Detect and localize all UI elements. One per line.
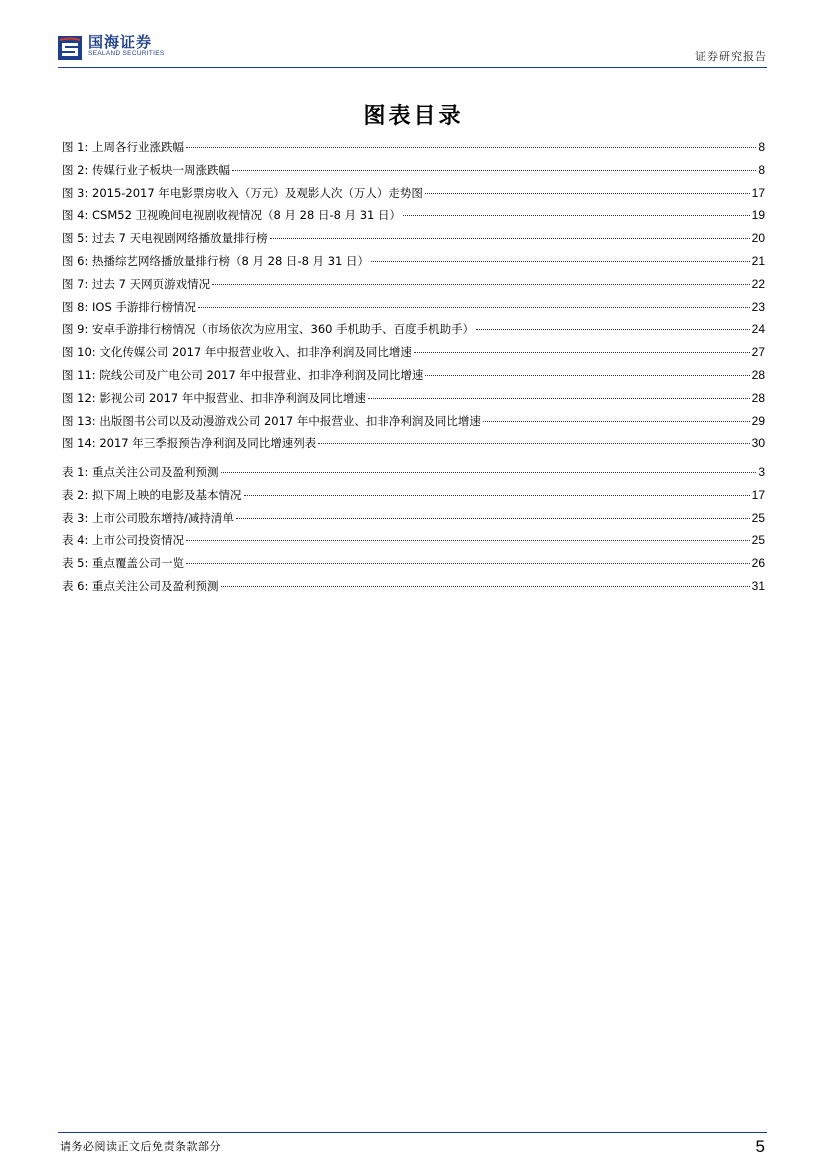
toc-entry-label: 图 11: 院线公司及广电公司 2017 年中报营业、扣非净利润及同比增速 [62,367,424,382]
toc-entry-label: 图 4: CSM52 卫视晚间电视剧收视情况（8 月 28 日-8 月 31 日） [62,208,402,223]
dot-leader [244,495,750,496]
dot-leader [318,443,749,444]
toc-entry-label: 表 1: 重点关注公司及盈利预测 [62,465,219,479]
header-divider [58,67,767,68]
toc-entry-page: 24 [751,322,765,337]
dot-leader [236,518,750,519]
dot-leader [425,193,750,194]
toc-entry-label: 图 10: 文化传媒公司 2017 年中报营业收入、扣非净利润及同比增速 [62,345,412,360]
dot-leader [221,472,757,473]
toc-entry-page: 28 [751,367,765,382]
toc-entry[interactable] [62,185,765,208]
toc-entry-page: 29 [751,413,765,428]
toc-entry-page: 25 [751,510,765,525]
toc-entry[interactable] [62,321,765,344]
toc-entry[interactable] [62,487,765,510]
page-title: 图表目录 [363,104,464,129]
dot-leader [414,352,750,353]
toc-entry-page: 17 [751,487,765,502]
toc-entry-label: 图 9: 安卓手游排行榜情况（市场依次为应用宝、360 手机助手、百度手机助手） [62,322,475,337]
toc-entry[interactable] [62,253,765,276]
toc-entry-page: 26 [751,556,765,571]
page-header [58,34,767,66]
toc-entry[interactable] [62,230,765,253]
figure-list [62,139,765,458]
dot-leader [221,586,750,587]
logo-name-en: SEALAND SECURITIES [88,50,165,57]
dot-leader [425,375,749,376]
disclaimer-note: 请务必阅读正文后免责条款部分 [60,1140,221,1153]
toc-entry-label: 图 1: 上周各行业涨跌幅 [62,140,185,154]
toc-entry-page: 8 [758,162,765,177]
company-logo [58,34,165,60]
toc-entry[interactable] [62,207,765,230]
toc-entry[interactable] [62,299,765,322]
toc-entry[interactable] [62,344,765,367]
dot-leader [232,170,756,171]
toc-entry-label: 表 3: 上市公司股东增持/减持清单 [62,510,234,525]
toc-entry[interactable] [62,390,765,413]
dot-leader [212,284,750,285]
toc-entry[interactable] [62,435,765,458]
toc-entry-page: 21 [751,253,765,268]
logo-name-cn: 国海证券 [88,33,153,51]
toc-entry[interactable] [62,578,765,601]
toc-entry-page: 19 [751,208,765,223]
toc-entry-page: 31 [751,578,765,593]
toc-entry[interactable] [62,367,765,390]
dot-leader [368,398,750,399]
toc-entry[interactable] [62,510,765,533]
dot-leader [198,307,750,308]
toc-entry-page: 30 [751,436,765,451]
toc-entry[interactable] [62,532,765,555]
footer-divider [58,1132,767,1133]
toc-entry[interactable] [62,139,765,162]
toc-entry-label: 图 5: 过去 7 天电视剧网络播放量排行榜 [62,231,268,246]
toc-entry-page: 27 [751,345,765,360]
toc-entry[interactable] [62,162,765,185]
toc-entry-label: 图 6: 热播综艺网络播放量排行榜（8 月 28 日-8 月 31 日） [62,253,369,268]
dot-leader [270,238,750,239]
dot-leader [186,563,750,564]
toc-entry-label: 表 5: 重点覆盖公司一览 [62,556,185,571]
dot-leader [403,215,750,216]
toc-entry-label: 图 3: 2015-2017 年电影票房收入（万元）及观影人次（万人）走势图 [62,185,423,200]
toc-entry-page: 17 [751,185,765,200]
toc-entry-page: 28 [751,390,765,405]
toc-entry-label: 图 12: 影视公司 2017 年中报营业、扣非净利润及同比增速 [62,390,366,405]
toc-entry-label: 表 6: 重点关注公司及盈利预测 [62,578,219,593]
toc-entry[interactable] [62,276,765,299]
dot-leader [186,147,756,148]
dot-leader [483,421,750,422]
toc-entry-label: 图 8: IOS 手游排行榜情况 [62,299,196,314]
toc-entry[interactable] [62,464,765,487]
toc-entry-label: 图 14: 2017 年三季报预告净利润及同比增速列表 [62,436,317,451]
report-type: 证券研究报告 [695,50,767,63]
toc-entry-label: 图 13: 出版图书公司以及动漫游戏公司 2017 年中报营业、扣非净利润及同比增速 [62,413,481,428]
dot-leader [476,329,750,330]
toc-entry-page: 25 [751,533,765,548]
toc-entry[interactable] [62,555,765,578]
toc-entry-page: 22 [751,276,765,291]
toc-entry-page: 3 [758,465,765,479]
toc-entry-page: 23 [751,299,765,314]
dot-leader [371,261,750,262]
toc-entry[interactable] [62,413,765,436]
toc-entry-label: 图 7: 过去 7 天网页游戏情况 [62,276,211,291]
toc-entry-label: 表 4: 上市公司投资情况 [62,533,185,548]
toc-entry-page: 20 [751,231,765,246]
dot-leader [186,540,750,541]
toc-entry-page: 8 [758,140,765,154]
sealand-logo-icon [58,36,82,60]
toc-entry-label: 图 2: 传媒行业子板块一周涨跌幅 [62,162,231,177]
table-list [62,464,765,601]
page-number: 5 [755,1137,765,1156]
toc-entry-label: 表 2: 拟下周上映的电影及基本情况 [62,487,242,502]
